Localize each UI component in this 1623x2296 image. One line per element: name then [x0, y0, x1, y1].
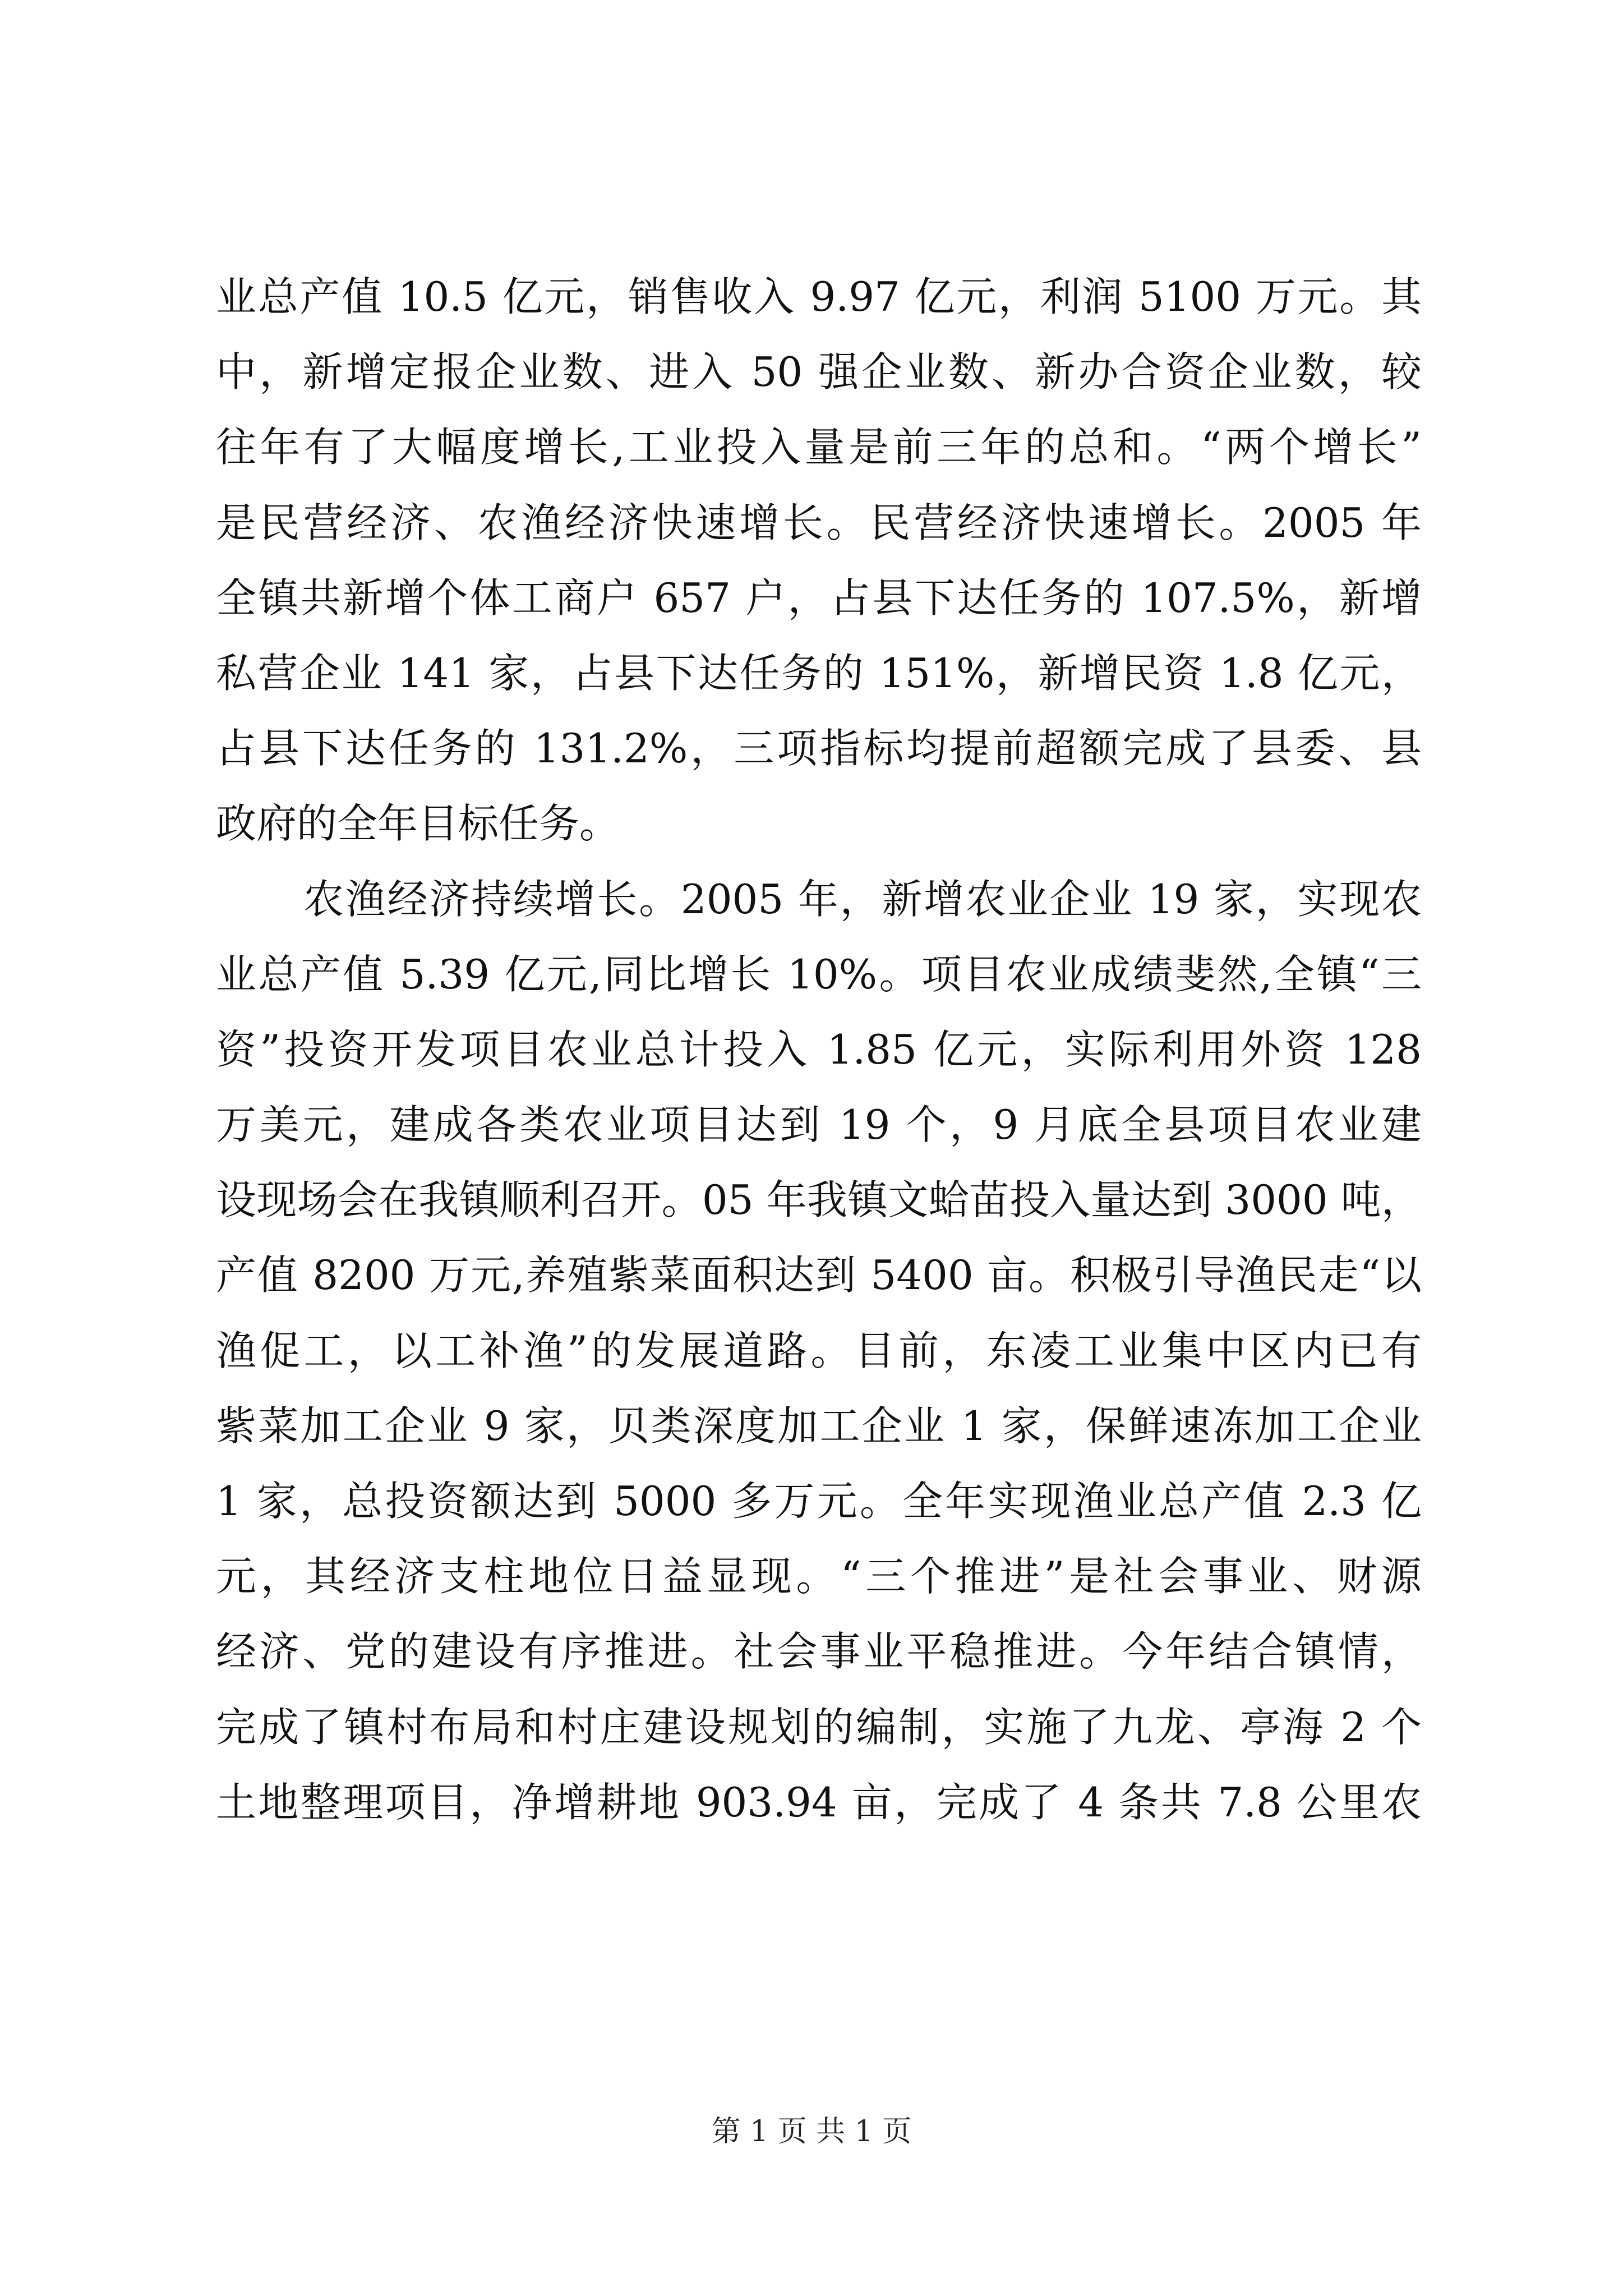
text-line: 经济、党的建设有序推进。社会事业平稳推进。今年结合镇情，	[216, 1628, 1422, 1676]
text-line: 政府的全年目标任务。	[216, 800, 620, 848]
text-line: 全镇共新增个体工商户 657 户，占县下达任务的 107.5%，新增	[216, 574, 1422, 622]
text-line: 业总产值 5.39 亿元,同比增长 10%。项目农业成绩斐然,全镇“三	[216, 950, 1422, 998]
text-line: 是民营经济、农渔经济快速增长。民营经济快速增长。2005 年	[216, 499, 1422, 546]
text-line: 渔促工，以工补渔”的发展道路。目前，东凌工业集中区内已有	[216, 1327, 1422, 1374]
text-line: 往年有了大幅度增长,工业投入量是前三年的总和。“两个增长”	[216, 424, 1422, 471]
text-line: 元，其经济支柱地位日益显现。“三个推进”是社会事业、财源	[216, 1553, 1422, 1600]
text-line: 设现场会在我镇顺利召开。05 年我镇文蛤苗投入量达到 3000 吨，	[216, 1176, 1422, 1224]
text-line: 产值 8200 万元,养殖紫菜面积达到 5400 亩。积极引导渔民走“以	[216, 1251, 1422, 1299]
text-line: 土地整理项目，净增耕地 903.94 亩，完成了 4 条共 7.8 公里农	[216, 1778, 1422, 1826]
paragraph-2	[216, 862, 1422, 1840]
text-line: 中，新增定报企业数、进入 50 强企业数、新办合资企业数，较	[216, 348, 1422, 396]
document-body	[216, 259, 1422, 1840]
text-line: 1 家，总投资额达到 5000 多万元。全年实现渔业总产值 2.3 亿	[216, 1478, 1422, 1525]
text-line: 紫菜加工企业 9 家，贝类深度加工企业 1 家，保鲜速冻加工企业	[216, 1402, 1422, 1450]
text-line: 农渔经济持续增长。2005 年，新增农业企业 19 家，实现农	[303, 875, 1422, 923]
page-footer: 第 1 页 共 1 页	[711, 2115, 912, 2148]
text-line: 业总产值 10.5 亿元，销售收入 9.97 亿元，利润 5100 万元。其	[216, 273, 1422, 320]
text-line: 资”投资开发项目农业总计投入 1.85 亿元，实际利用外资 128	[216, 1025, 1422, 1073]
text-line: 私营企业 141 家，占县下达任务的 151%，新增民资 1.8 亿元，	[216, 649, 1422, 697]
text-line: 完成了镇村布局和村庄建设规划的编制，实施了九龙、亭海 2 个	[216, 1703, 1422, 1751]
paragraph-1	[216, 259, 1422, 862]
text-line: 占县下达任务的 131.2%，三项指标均提前超额完成了县委、县	[216, 725, 1422, 772]
text-line: 万美元，建成各类农业项目达到 19 个，9 月底全县项目农业建	[216, 1101, 1422, 1149]
